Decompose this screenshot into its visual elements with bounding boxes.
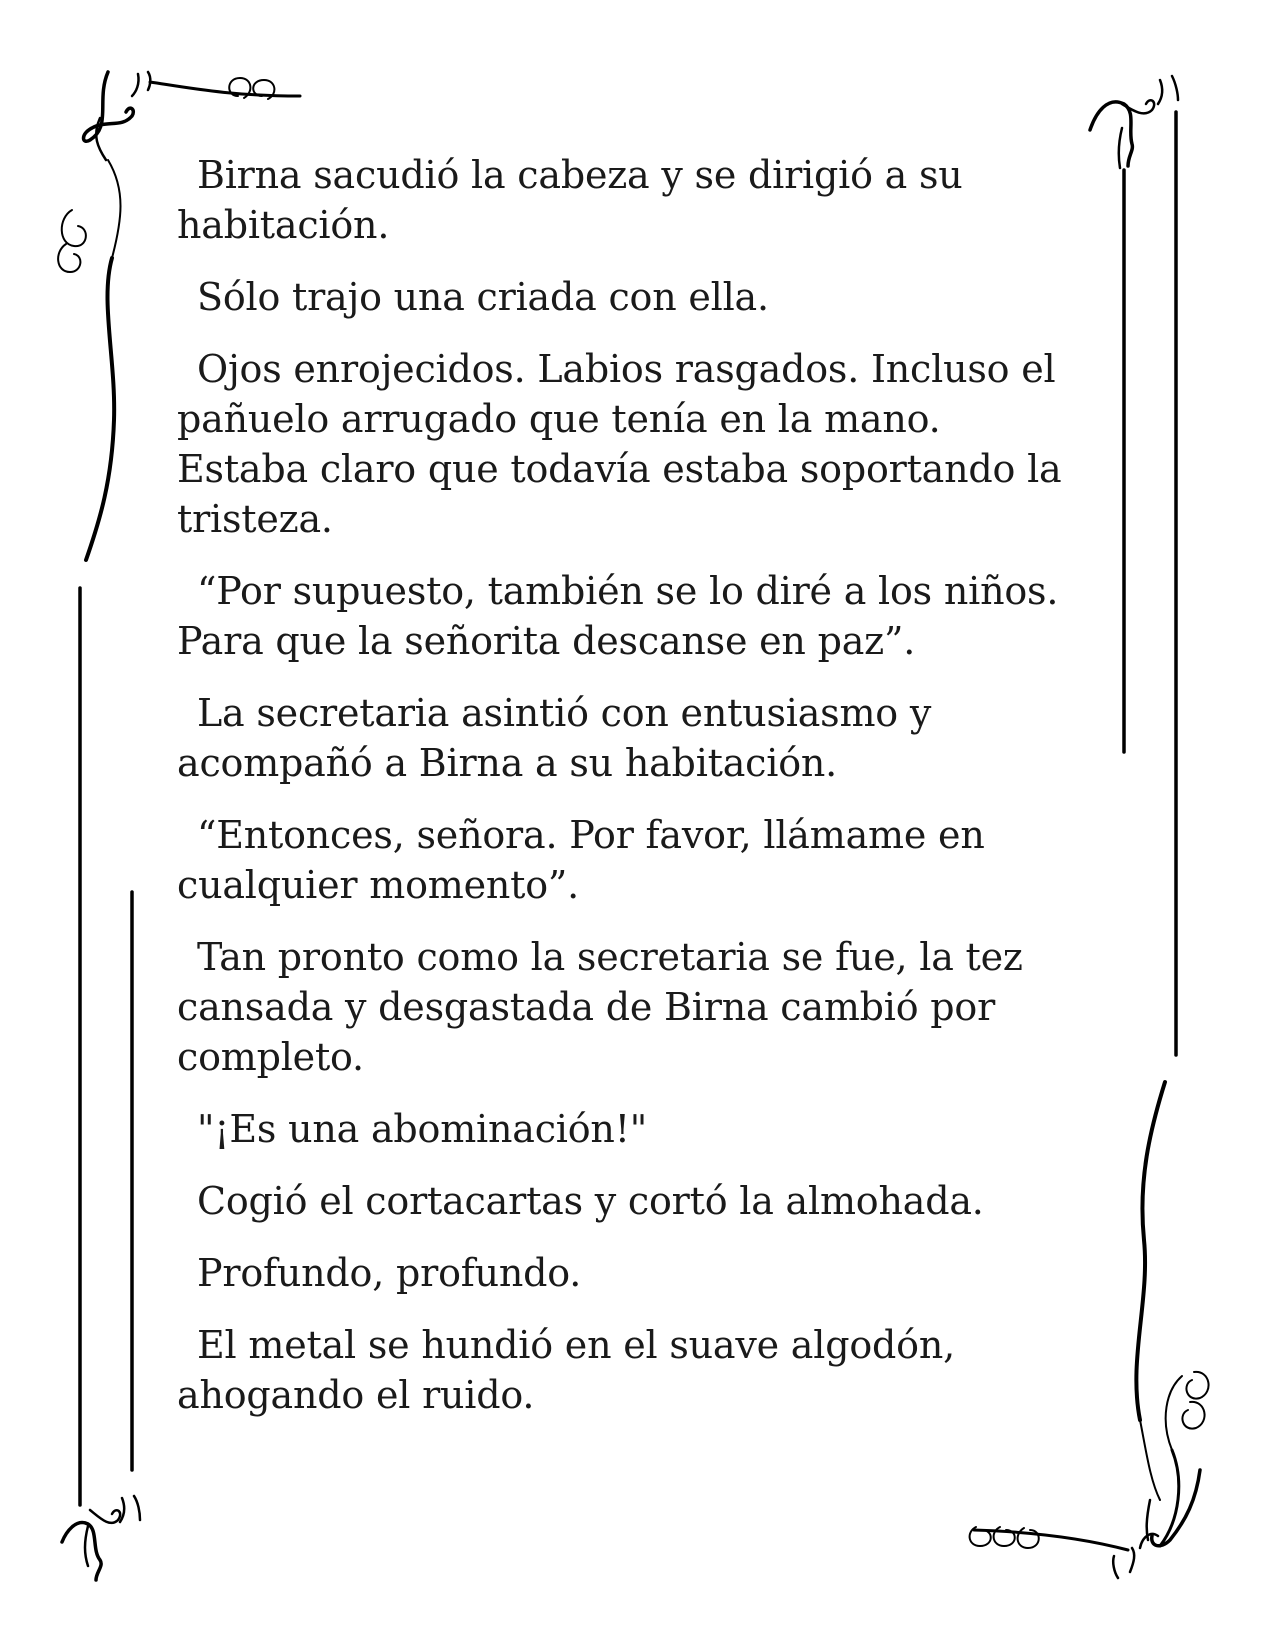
paragraph: "¡Es una abominación!"	[197, 1107, 648, 1151]
paragraph: Cogió el cortacartas y cortó la almohada.	[197, 1179, 984, 1223]
paragraph: Tan pronto como la secretaria se fue, la tez cansada y desgastada de Birna cambió por completo.	[177, 935, 1023, 1079]
paragraph: Sólo trajo una criada con ella.	[197, 275, 769, 319]
paragraph: Ojos enrojecidos. Labios rasgados. Incluso el pañuelo arrugado que tenía en la mano. Estaba claro que todavía estaba soportando la tristeza.	[177, 347, 1062, 541]
flourish-top-right	[1090, 76, 1178, 168]
flourish-bottom-left	[62, 1496, 140, 1580]
paragraph: “Entonces, señora. Por favor, llámame en cualquier momento”.	[177, 813, 985, 907]
paragraph: “Por supuesto, también se lo diré a los niños. Para que la señorita descanse en paz”.	[177, 569, 1059, 663]
paragraph: El metal se hundió en el suave algodón, ahogando el ruido.	[177, 1323, 955, 1417]
paragraph: Birna sacudió la cabeza y se dirigió a su habitación.	[177, 153, 963, 247]
paragraph: Profundo, profundo.	[197, 1251, 582, 1295]
paragraph: La secretaria asintió con entusiasmo y acompañó a Birna a su habitación.	[177, 691, 932, 785]
page-body-text	[177, 150, 1077, 1442]
